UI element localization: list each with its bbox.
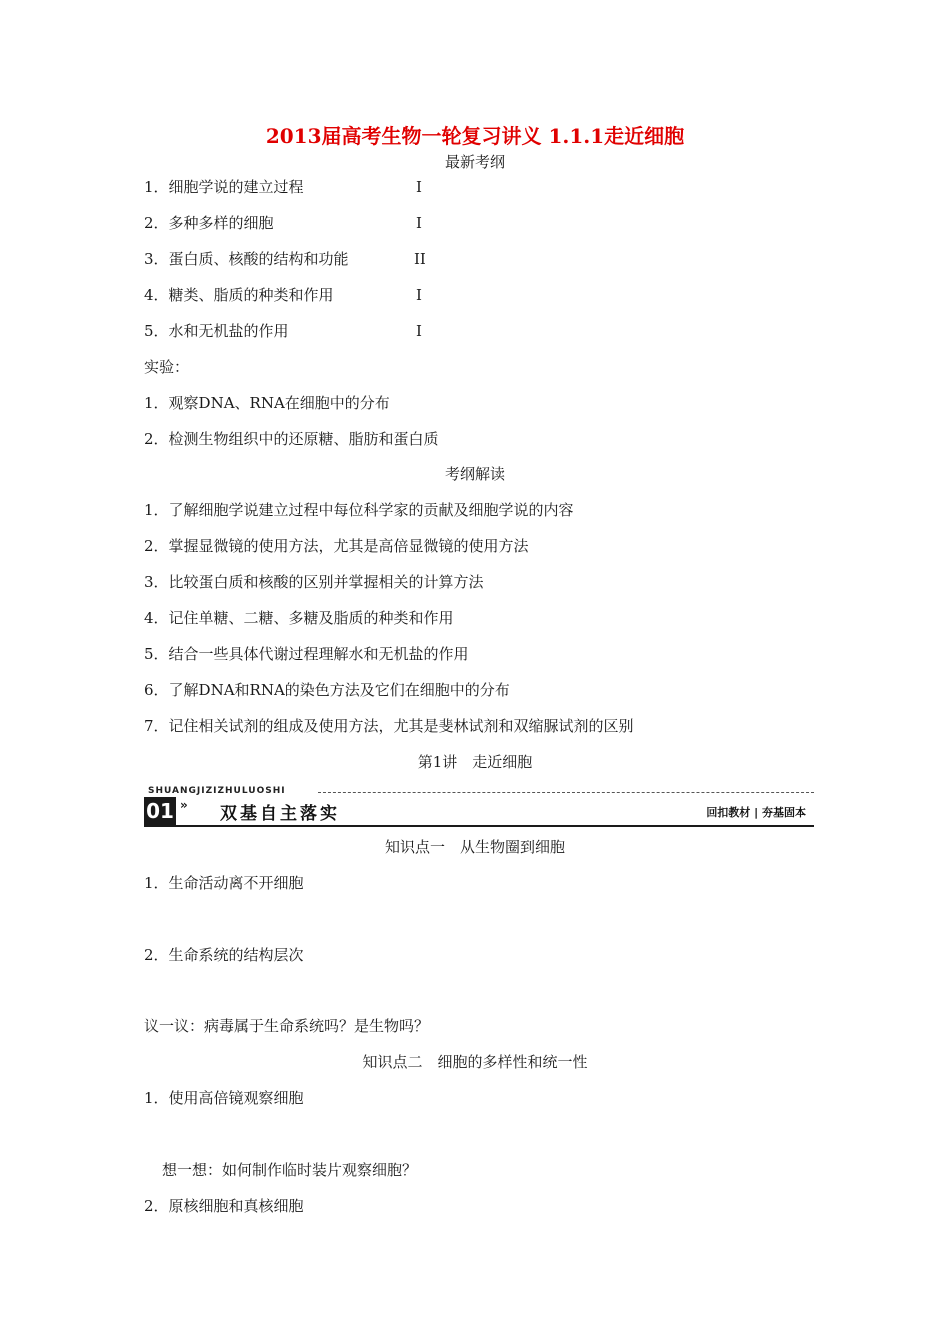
syllabus-level: I [416, 286, 422, 304]
interpretation-item: 6．了解DNA和RNA的染色方法及它们在细胞中的分布 [144, 681, 510, 699]
knowledge1-heading: 知识点一 从生物圈到细胞 [384, 838, 565, 856]
banner-number: 01 [144, 797, 176, 825]
document-title: 2013届高考生物一轮复习讲义 1.1.1走近细胞 [265, 124, 685, 148]
experiment-label: 实验： [144, 358, 190, 376]
interpretation-item: 5．结合一些具体代谢过程理解水和无机盐的作用 [144, 645, 469, 663]
knowledge1-item: 2．生命系统的结构层次 [144, 946, 304, 964]
knowledge1-discuss: 议一议：病毒属于生命系统吗？是生物吗？ [144, 1017, 430, 1035]
interpretation-item: 7．记住相关试剂的组成及使用方法，尤其是斐林试剂和双缩脲试剂的区别 [144, 717, 634, 735]
syllabus-heading: 最新考纲 [444, 153, 505, 171]
banner-heading: 双基自主落实 [220, 804, 340, 824]
syllabus-level: II [414, 250, 426, 268]
interpretation-item: 3．比较蛋白质和核酸的区别并掌握相关的计算方法 [144, 573, 484, 591]
chevron-right-icon: » [180, 798, 188, 812]
syllabus-level: I [416, 322, 422, 340]
section-banner [144, 786, 814, 828]
syllabus-level: I [416, 178, 422, 196]
banner-bottom-rule [144, 825, 814, 827]
knowledge1-item: 1．生命活动离不开细胞 [144, 874, 304, 892]
knowledge2-think: 想一想：如何制作临时装片观察细胞？ [162, 1161, 418, 1179]
experiment-item: 2．检测生物组织中的还原糖、脂肪和蛋白质 [144, 430, 439, 448]
syllabus-level: I [416, 214, 422, 232]
interpretation-heading: 考纲解读 [444, 465, 505, 483]
banner-right-text: 回扣教材 | 夯基固本 [706, 806, 806, 819]
knowledge2-item: 1．使用高倍镜观察细胞 [144, 1089, 304, 1107]
banner-pinyin: SHUANGJIZIZHULUOSHI [148, 786, 286, 796]
knowledge2-item: 2．原核细胞和真核细胞 [144, 1197, 304, 1215]
interpretation-item: 2．掌握显微镜的使用方法，尤其是高倍显微镜的使用方法 [144, 537, 529, 555]
interpretation-item: 1．了解细胞学说建立过程中每位科学家的贡献及细胞学说的内容 [144, 501, 574, 519]
syllabus-item: 4．糖类、脂质的种类和作用 [144, 286, 334, 304]
knowledge2-heading: 知识点二 细胞的多样性和统一性 [362, 1053, 588, 1071]
syllabus-item: 5．水和无机盐的作用 [144, 322, 289, 340]
syllabus-item: 1．细胞学说的建立过程 [144, 178, 304, 196]
interpretation-item: 4．记住单糖、二糖、多糖及脂质的种类和作用 [144, 609, 454, 627]
lecture-title: 第1讲 走近细胞 [417, 753, 533, 771]
banner-dashed-rule [318, 792, 814, 793]
syllabus-item: 3．蛋白质、核酸的结构和功能 [144, 250, 349, 268]
experiment-item: 1．观察DNA、RNA在细胞中的分布 [144, 394, 390, 412]
syllabus-item: 2．多种多样的细胞 [144, 214, 274, 232]
